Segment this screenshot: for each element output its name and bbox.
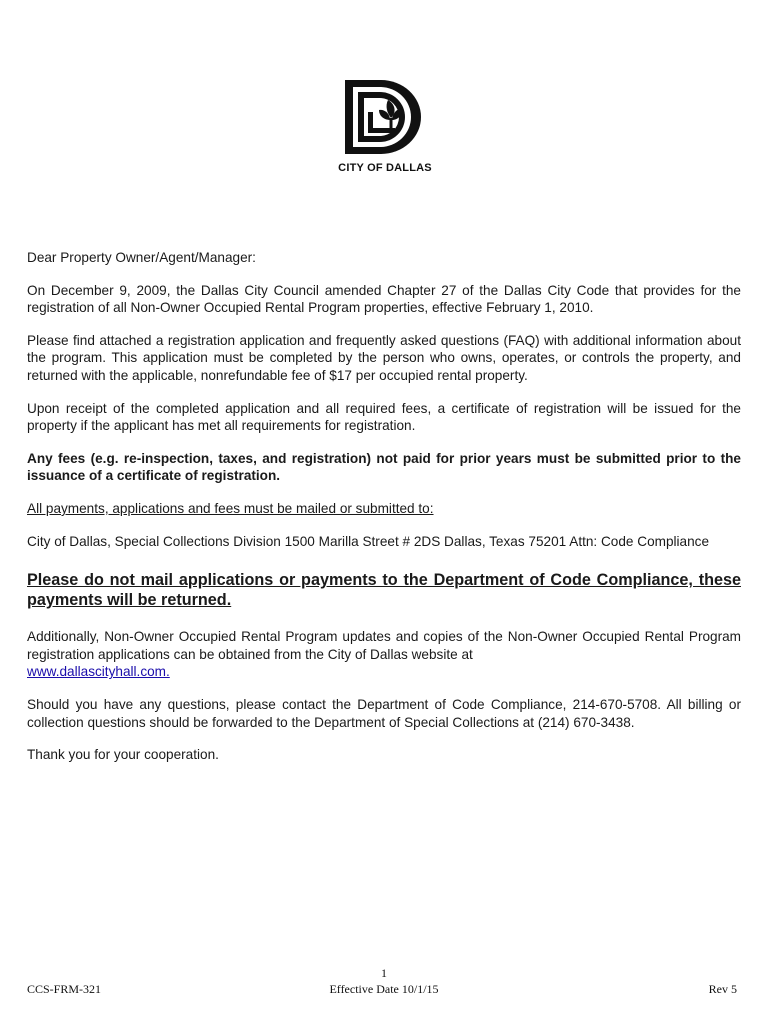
- revision: Rev 5: [708, 982, 737, 996]
- letter-body: [27, 249, 741, 779]
- salutation: Dear Property Owner/Agent/Manager:: [27, 250, 256, 265]
- page-number: 1: [381, 966, 387, 980]
- city-logo: [330, 78, 440, 156]
- website-link[interactable]: www.dallascityhall.com.: [27, 664, 170, 680]
- paragraph-registration-ordinance: On December 9, 2009, the Dallas City Council amended Chapter 27 of the Dallas City Code that provides for the registration of all Non-Owner Occupied Rental Program properties, effective February 1, 2010.: [27, 282, 741, 316]
- bold-notice: Any fees (e.g. re-inspection, taxes, and registration) not paid for prior years must be submitted prior to the issuance of a certificate of registration.: [27, 450, 741, 484]
- city-of-dallas-logo-icon: [343, 78, 427, 156]
- paragraph-certificate: Upon receipt of the completed application and all required fees, a certificate of registration will be issued for the property if the applicant has met all requirements for registration.: [27, 400, 741, 434]
- updates-text: Additionally, Non-Owner Occupied Rental Program updates and copies of the Non-Owner Occupied Rental Program registration applications can be obtained from the City of Dallas website at: [27, 629, 741, 662]
- paragraph-application-info: Please find attached a registration application and frequently asked questions (FAQ) with additional information about the program. This application must be completed by the person who owns, operates, or controls the property, and returned with the applicable, nonrefundable fee of $17 per occupied rental property.: [27, 332, 741, 383]
- paragraph-questions: Should you have any questions, please contact the Department of Code Compliance, 214-670-5708. All billing or collection questions should be forwarded to the Department of Special Collections at (214) 670-3438.: [27, 696, 741, 730]
- payments-heading: All payments, applications and fees must be mailed or submitted to:: [27, 500, 434, 516]
- mailing-address: City of Dallas, Special Collections Division 1500 Marilla Street # 2DS Dallas, Texas 75201 Attn: Code Compliance: [27, 533, 710, 549]
- form-id: CCS-FRM-321: [27, 982, 102, 996]
- page-footer: [27, 966, 741, 1006]
- logo-caption: CITY OF DALLAS: [338, 162, 432, 174]
- paragraph-updates: [27, 628, 741, 681]
- effective-date: Effective Date 10/1/15: [329, 982, 439, 996]
- warning-notice: Please do not mail applications or payments to the Department of Code Compliance, these payments will be returned.: [27, 571, 741, 610]
- closing: Thank you for your cooperation.: [27, 747, 219, 763]
